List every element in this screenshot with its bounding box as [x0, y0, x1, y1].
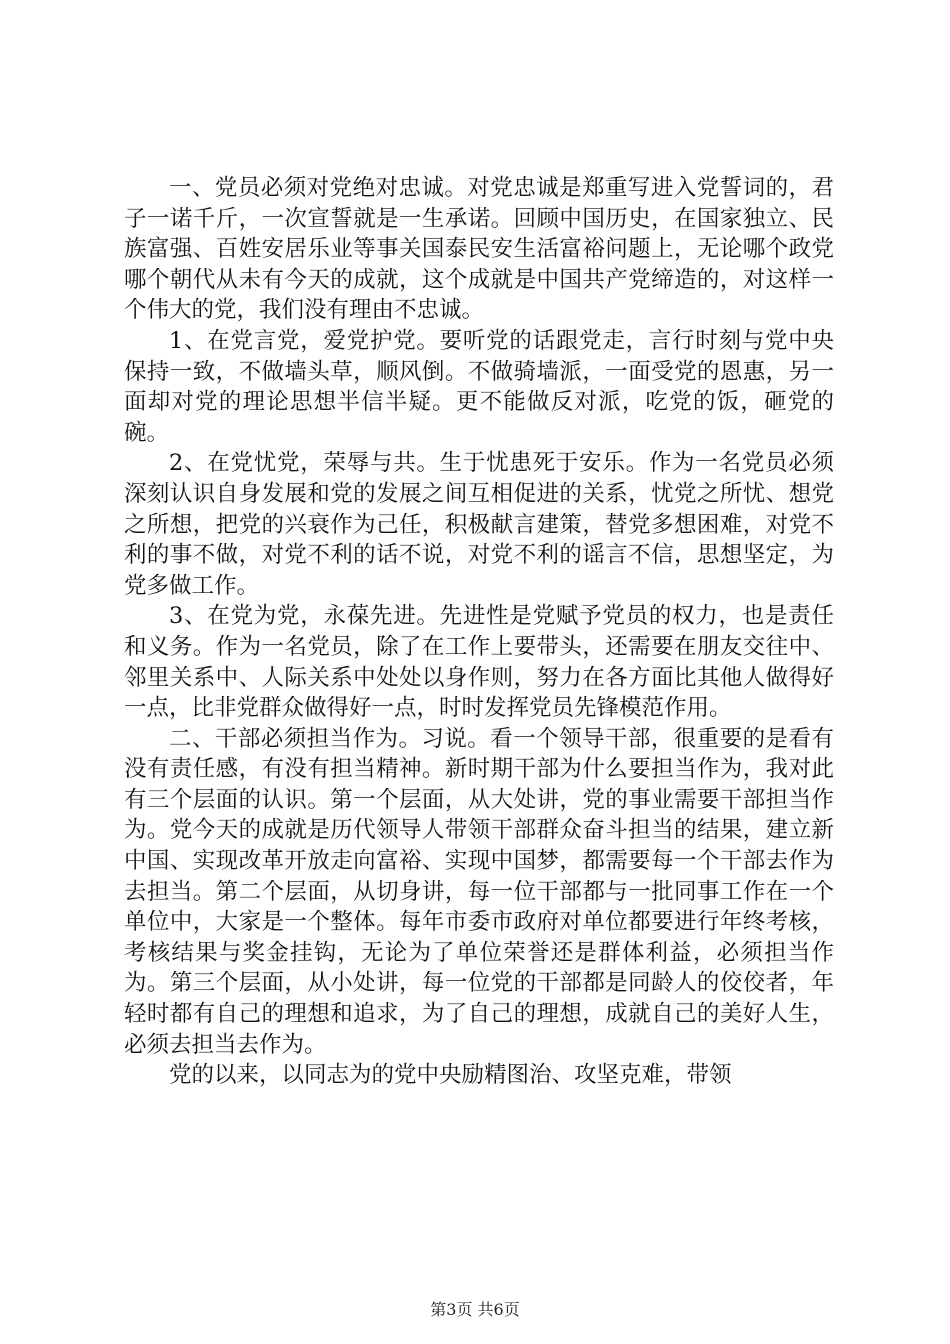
paragraph: 3、在党为党，永葆先进。先进性是党赋予党员的权力，也是责任和义务。作为一名党员，除了在工作上要带头，还需要在朋友交往中、邻里关系中、人际关系中处处以身作则，努力在各方面比其他人做得好一点，比非党群众做得好一点，时时发挥党员先锋模范作用。: [124, 603, 834, 722]
paragraph: 党的以来，以同志为的党中央励精图治、攻坚克难，带领: [169, 1062, 732, 1089]
paragraph: 2、在党忧党，荣辱与共。生于忧患死于安乐。作为一名党员必须深刻认识自身发展和党的发展之间互相促进的关系，忧党之所忧、想党之所想，把党的兴衰作为己任，积极献言建策，替党多想困难，对党不利的事不做，对党不利的话不说，对党不利的谣言不信，思想坚定，为党多做工作。: [124, 450, 834, 599]
paragraph: 一、党员必须对党绝对忠诚。对党忠诚是郑重写进入党誓词的，君子一诺千斤，一次宣誓就是一生承诺。回顾中国历史，在国家独立、民族富强、百姓安居乐业等事关国泰民安生活富裕问题上，无论哪个政党哪个朝代从未有今天的成就，这个成就是中国共产党缔造的，对这样一个伟大的党，我们没有理由不忠诚。: [124, 175, 834, 324]
page-footer: 第3页 共6页: [430, 1300, 520, 1319]
paragraph: 1、在党言党，爱党护党。要听党的话跟党走，言行时刻与党中央保持一致，不做墙头草，顺风倒。不做骑墙派，一面受党的恩惠，另一面却对党的理论思想半信半疑。更不能做反对派，吃党的饭，砸党的碗。: [124, 327, 834, 446]
body-text: [124, 173, 834, 1091]
paragraph: 二、干部必须担当作为。习说。看一个领导干部，很重要的是看有没有责任感，有没有担当精神。新时期干部为什么要担当作为，我对此有三个层面的认识。第一个层面，从大处讲，党的事业需要干部担当作为。党今天的成就是历代领导人带领干部群众奋斗担当的结果，建立新中国、实现改革开放走向富裕、实现中国梦，都需要每一个干部去作为去担当。第二个层面，从切身讲，每一位干部都与一批同事工作在一个单位中，大家是一个整体。每年市委市政府对单位都要进行年终考核，考核结果与奖金挂钩，无论为了单位荣誉还是群体利益，必须担当作为。第三个层面，从小处讲，每一位党的干部都是同龄人的佼佼者，年轻时都有自己的理想和追求，为了自己的理想，成就自己的美好人生，必须去担当去作为。: [124, 725, 834, 1058]
